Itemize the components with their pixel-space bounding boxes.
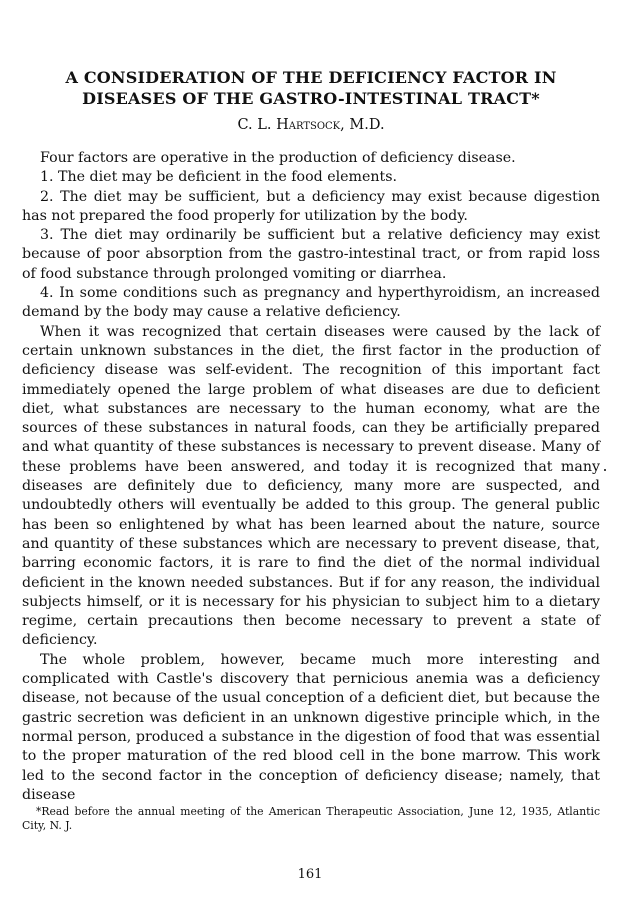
author-suffix: , M.D. — [340, 117, 385, 133]
article-title — [22, 67, 600, 109]
page-number: 161 — [297, 867, 323, 882]
paragraph-castle: The whole problem, however, became much more interesting and complicated with Castle's discovery that pernicious anemia was a deficiency disease, not because of the usual conception of a deficient diet, but because the gastric secretion was deficient in an unknown digestive principle which, in the normal person, produced a substance in the digestion of food that was essential to the proper maturation of the red blood cell in the bone marrow. This work led to the second factor in the conception of deficiency disease; namely, that disease — [22, 651, 600, 803]
stray-ink-mark — [604, 469, 606, 471]
footnote — [22, 805, 600, 832]
paragraph-intro: Four factors are operative in the production of deficiency disease. — [40, 150, 516, 166]
author-initials: C. L. — [237, 117, 277, 133]
footnote-text: *Read before the annual meeting of the American Therapeutic Association, June 12, 1935, Atlantic City, N. J. — [22, 805, 600, 832]
author-surname: Hartsock — [276, 117, 341, 133]
paragraph-factor-4: 4. In some conditions such as pregnancy and hyperthyroidism, an increased demand by the body may cause a relative deficiency. — [22, 285, 600, 321]
title-line-2: DISEASES OF THE GASTRO-INTESTINAL TRACT* — [82, 89, 540, 108]
paragraph-factor-1: 1. The diet may be deficient in the food elements. — [40, 169, 398, 186]
paragraph-recognition: When it was recognized that certain diseases were caused by the lack of certain unknown substances in the diet, the first factor in the production of deficiency disease was self-evident. The recognition of this important fact immediately opened the large problem of what diseases are due to deficient diet, what substances are necessary to the human economy, what are the sources of these substances in natural foods, can they be artificially prepared and what quantity of these substances is necessary to prevent disease. Many of these problems have been answered, and today it is recognized that many diseases are definitely due to deficiency, many more are suspected, and undoubtedly others will eventually be added to this group. The general public has been so enlightened by what has been learned about the nature, source and quantity of these substances which are necessary to prevent disease, that, barring economic factors, it is rare to find the diet of the normal individual deficient in the known needed substances. But if for any reason, the individual subjects himself, or it is necessary for his physician to subject him to a dietary regime, certain precautions then become necessary to prevent a state of deficiency. — [22, 323, 600, 649]
author-byline — [22, 115, 600, 135]
paragraph-factor-3: 3. The diet may ordinarily be sufficient but a relative deficiency may exist because of poor absorption from the gastro-intestinal tract, or from rapid loss of food substance through prolonged vomiting or diarrhea. — [22, 227, 600, 282]
paragraph-factor-2: 2. The diet may be sufficient, but a deficiency may exist because digestion has not prepared the food properly for utilization by the body. — [22, 188, 600, 224]
document-page — [22, 67, 600, 832]
article-body — [22, 149, 600, 805]
title-line-1: A CONSIDERATION OF THE DEFICIENCY FACTOR IN — [65, 68, 557, 87]
